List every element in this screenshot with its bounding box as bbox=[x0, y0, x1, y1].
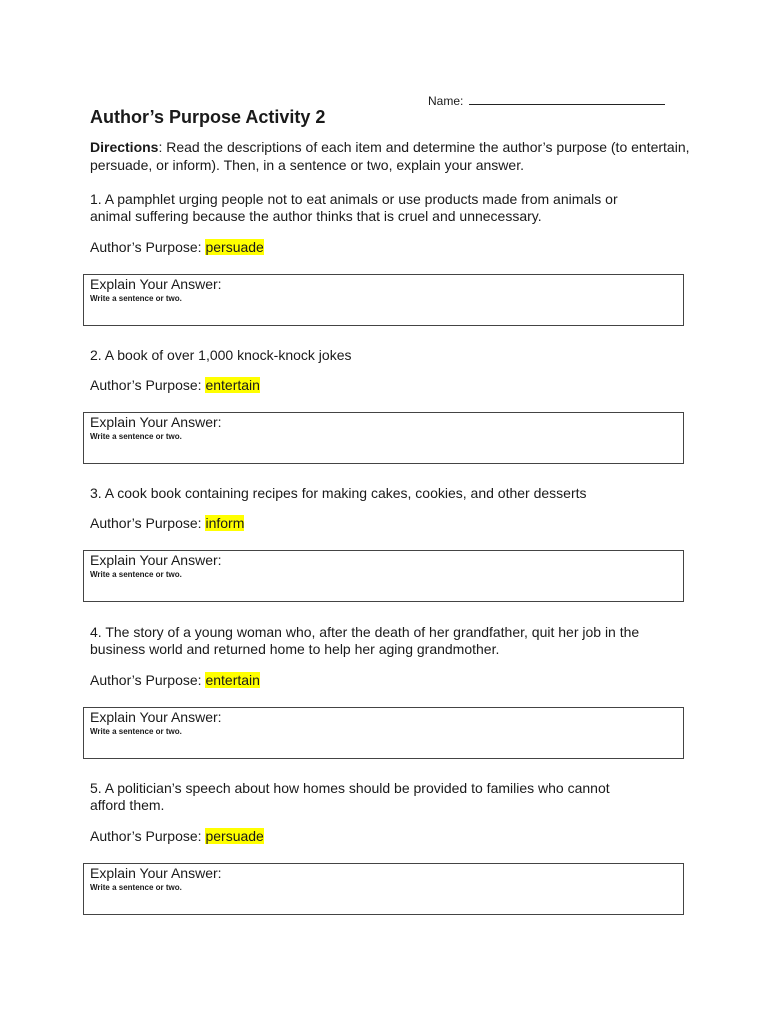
question-text: 4. The story of a young woman who, after the death of her grandfather, quit her job in the business world and returned home to help her aging grandmother. bbox=[90, 624, 640, 657]
purpose-answer: inform bbox=[205, 515, 245, 531]
purpose-label: Author’s Purpose: bbox=[90, 672, 206, 688]
name-field[interactable] bbox=[428, 93, 665, 108]
question-text: 2. A book of over 1,000 knock-knock jokes bbox=[90, 347, 352, 363]
answer-label: Explain Your Answer: bbox=[90, 414, 222, 430]
answer-label: Explain Your Answer: bbox=[90, 709, 222, 725]
purpose-answer: entertain bbox=[205, 377, 260, 393]
answer-box[interactable] bbox=[83, 412, 684, 464]
purpose-label: Author’s Purpose: bbox=[90, 239, 206, 255]
question-text: 1. A pamphlet urging people not to eat animals or use products made from animals or animal suffering because the author thinks that is cruel and unnecessary. bbox=[90, 191, 618, 224]
answer-hint: Write a sentence or two. bbox=[90, 432, 182, 441]
author-purpose bbox=[90, 239, 264, 255]
directions-paragraph bbox=[90, 138, 690, 174]
author-purpose bbox=[90, 377, 260, 393]
directions-text: : Read the descriptions of each item and determine the author’s purpose (to entertain, persuade, or inform). Then, in a sentence or two, explain your answer. bbox=[90, 139, 690, 173]
purpose-answer: persuade bbox=[205, 239, 264, 255]
answer-box[interactable] bbox=[83, 274, 684, 326]
answer-hint: Write a sentence or two. bbox=[90, 570, 182, 579]
question-item-5 bbox=[90, 780, 690, 892]
question-item-2 bbox=[90, 347, 690, 441]
answer-hint: Write a sentence or two. bbox=[90, 294, 182, 303]
answer-box[interactable] bbox=[83, 863, 684, 915]
question-text: 5. A politician’s speech about how homes should be provided to families who cannot afford them. bbox=[90, 780, 610, 813]
purpose-label: Author’s Purpose: bbox=[90, 515, 206, 531]
answer-hint: Write a sentence or two. bbox=[90, 883, 182, 892]
question-item-3 bbox=[90, 485, 690, 579]
answer-label: Explain Your Answer: bbox=[90, 552, 222, 568]
answer-box[interactable] bbox=[83, 707, 684, 759]
question-item-1 bbox=[90, 191, 690, 303]
purpose-label: Author’s Purpose: bbox=[90, 377, 206, 393]
directions-label: Directions bbox=[90, 139, 159, 155]
answer-label: Explain Your Answer: bbox=[90, 276, 222, 292]
purpose-answer: persuade bbox=[205, 828, 264, 844]
author-purpose bbox=[90, 515, 244, 531]
name-label: Name: bbox=[428, 94, 464, 108]
purpose-label: Author’s Purpose: bbox=[90, 828, 206, 844]
author-purpose bbox=[90, 672, 260, 688]
question-text: 3. A cook book containing recipes for making cakes, cookies, and other desserts bbox=[90, 485, 587, 501]
page-title: Author’s Purpose Activity 2 bbox=[90, 107, 326, 127]
author-purpose bbox=[90, 828, 264, 844]
name-blank-line[interactable] bbox=[469, 93, 665, 105]
answer-hint: Write a sentence or two. bbox=[90, 727, 182, 736]
answer-box[interactable] bbox=[83, 550, 684, 602]
question-item-4 bbox=[90, 624, 690, 736]
answer-label: Explain Your Answer: bbox=[90, 865, 222, 881]
purpose-answer: entertain bbox=[205, 672, 260, 688]
